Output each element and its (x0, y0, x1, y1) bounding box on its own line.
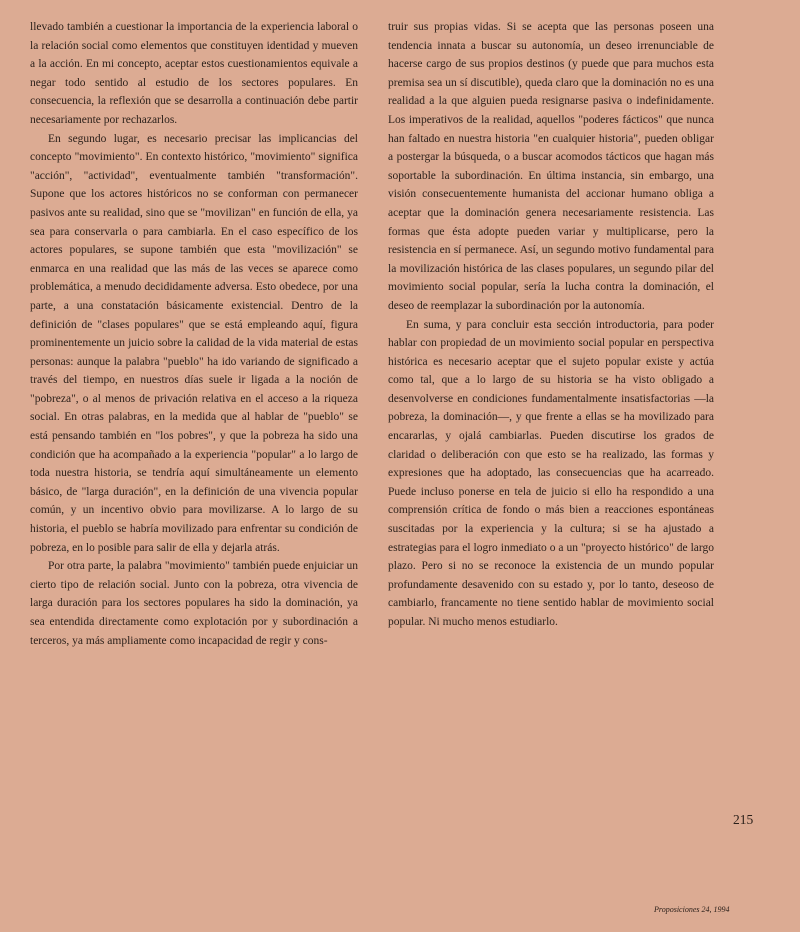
body-paragraph: Por otra parte, la palabra "movimiento" también puede enjuiciar un cierto tipo de relación social. Junto con la pobreza, otra vivencia de larga duración para los sectores populares ha sido la dominación, ya sea entendida directamente como explotación por y subordinación a terceros, ya más ampliamente como incapacidad de regir y cons- (30, 560, 358, 647)
right-text-column (388, 18, 714, 838)
left-text-column (30, 18, 358, 918)
body-paragraph: En suma, y para concluir esta sección introductoria, para poder hablar con propiedad de un movimiento social popular en perspectiva histórica es necesario aceptar que el sujeto popular existe y actúa como tal, que a lo largo de su historia se ha visto obligado a desenvolverse en condiciones fundamentalmente insatisfactorias —la pobreza, la dominación—, y que frente a ellas se ha movilizado para encararlas, y ojalá cambiarlas. Pueden discutirse los grados de claridad o deliberación con que esto se ha realizado, las formas y expresiones que ha adoptado, las consecuencias que ha acarreado. Puede incluso ponerse en tela de juicio si ello ha respondido a una comprensión crítica de fondo o más bien a reacciones espontáneas suscitadas por la experiencia y la cultura; si se ha ajustado a estrategias para el logro inmediato o a un "proyecto histórico" de largo plazo. Pero si no se reconoce la existencia de un mundo popular profundamente desavenido con su estado y, por lo tanto, deseoso de cambiarlo, francamente no tiene sentido hablar de movimiento social popular. Ni mucho menos estudiarlo. (388, 318, 714, 628)
page-number: 215 (733, 812, 754, 827)
body-paragraph: llevado también a cuestionar la importancia de la experiencia laboral o la relación social como elementos que constituyen identidad y mueven a la acción. En mi concepto, aceptar estos cuestionamientos equivale a negar todo sentido al estudio de los sectores populares. En consecuencia, la reflexión que se desarrolla a continuación debe partir necesariamente por rechazarlos. (30, 21, 358, 126)
body-paragraph: truir sus propias vidas. Si se acepta que las personas poseen una tendencia innata a buscar su autonomía, un deseo irrenunciable de hacerse cargo de sus propios destinos (y puede que para muchos esta premisa sea un sí discutible), queda claro que la dominación no es una realidad a la que alguien pueda resignarse pasiva o indefinidamente. Los imperativos de la realidad, aquellos "poderes fácticos" que nunca han faltado en nuestra historia "en cualquier historia", pueden obligar a postergar la búsqueda, o a buscar acomodos tácticos que hagan más soportable la subordinación. En última instancia, sin embargo, una visión consecuentemente humanista del accionar humano obliga a aceptar que la dominación genera necesariamente resistencia. Las formas que ésta adopte pueden variar y multiplicarse, pero la resistencia en sí permanece. Así, un segundo motivo fundamental para la movilización histórica de las clases populares, un segundo pilar del movimiento social popular, sería la lucha contra la dominación, el deseo de reemplazar la subordinación por la autonomía. (388, 21, 714, 312)
body-paragraph: En segundo lugar, es necesario precisar las implicancias del concepto "movimiento". En contexto histórico, "movimiento" significa "acción", "actividad", eventualmente también "transformación". Supone que los actores históricos no se conforman con permanecer pasivos ante su realidad, sino que se "movilizan" en función de ella, ya sea para conservarla o para cambiarla. En el caso específico de los actores populares, se supone también que esta "movilización" se enmarca en una realidad que las más de las veces se aparece como problemática, a menudo decididamente adversa. Esto obedece, por una parte, a una constatación básicamente existencial. Dentro de la definición de "clases populares" que se está empleando aquí, figura prominentemente un juicio sobre la calidad de la vida material de estas personas: aunque la palabra "pueblo" ha ido variando de significado a través del tiempo, en nuestros días suele ir ligada a la noción de "pobreza", o al menos de privación relativa en el acceso a la riqueza social. En otras palabras, en la medida que al hablar de "pueblo" se está pensando también en "los pobres", y que la pobreza ha sido una condición que ha acompañado a la experiencia "popular" a lo largo de toda nuestra historia, se tendría aquí simultáneamente un elemento básico, de "larga duración", en la definición de una vivencia popular común, y un incentivo obvio para movilizarse. A lo largo de su historia, el pueblo se habría movilizado para enfrentar su condición de pobreza, en lo posible para salir de ella y dejarla atrás. (30, 132, 358, 554)
running-footer: Proposiciones 24, 1994 (654, 905, 730, 914)
